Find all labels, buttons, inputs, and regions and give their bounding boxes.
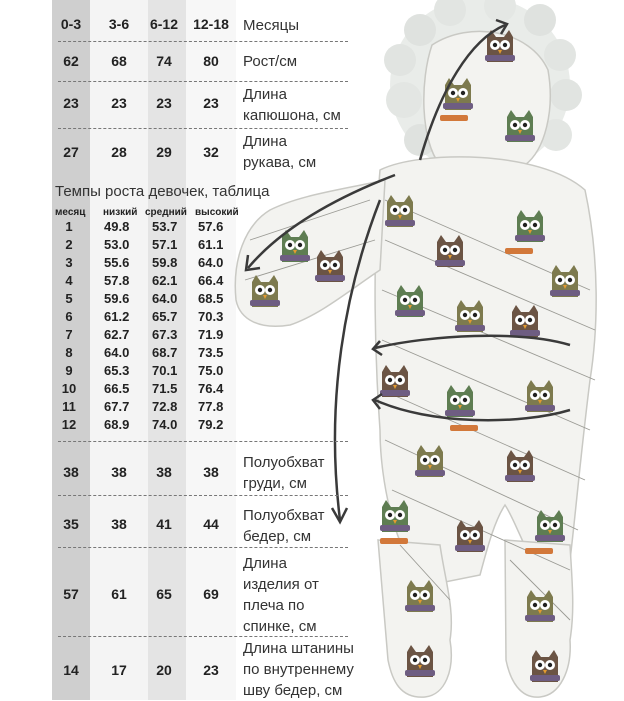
growth-month: 1 xyxy=(65,219,73,234)
size-cell: 14 xyxy=(63,662,79,678)
growth-high: 57.6 xyxy=(198,219,224,234)
size-cell: 28 xyxy=(111,144,127,160)
row-label-garment-length xyxy=(243,553,319,637)
growth-month: 3 xyxy=(65,255,73,270)
size-cell: 41 xyxy=(156,516,172,532)
growth-low: 68.9 xyxy=(104,417,130,432)
growth-month: 12 xyxy=(61,417,77,432)
size-cell: 38 xyxy=(111,516,127,532)
growth-low: 53.0 xyxy=(104,237,130,252)
growth-month: 6 xyxy=(65,309,73,324)
growth-month: 8 xyxy=(65,345,73,360)
row-divider xyxy=(58,495,348,496)
size-cell: 23 xyxy=(156,95,172,111)
growth-mid: 68.7 xyxy=(152,345,178,360)
row-divider xyxy=(58,547,348,548)
growth-month: 4 xyxy=(65,273,73,288)
growth-high: 64.0 xyxy=(198,255,224,270)
growth-low: 62.7 xyxy=(104,327,130,342)
growth-month: 9 xyxy=(65,363,73,378)
growth-header-high: высокий xyxy=(195,207,239,218)
growth-high: 71.9 xyxy=(198,327,224,342)
growth-high: 70.3 xyxy=(198,309,224,324)
row-label-line: груди, см xyxy=(243,475,307,492)
size-cell: 38 xyxy=(156,464,172,480)
header-label-months: Месяцы xyxy=(243,17,300,34)
row-divider xyxy=(58,636,348,637)
row-label-inseam xyxy=(243,638,354,701)
size-cell: 62 xyxy=(63,53,79,69)
row-divider xyxy=(58,441,348,442)
growth-low: 55.6 xyxy=(104,255,130,270)
growth-month: 2 xyxy=(65,237,73,252)
growth-header-low: низкий xyxy=(103,207,138,218)
size-cell: 65 xyxy=(156,586,172,602)
growth-high: 76.4 xyxy=(198,381,224,396)
row-divider xyxy=(58,41,348,42)
growth-mid: 62.1 xyxy=(152,273,178,288)
size-cell: 69 xyxy=(203,586,219,602)
size-cell: 38 xyxy=(203,464,219,480)
size-cell: 32 xyxy=(203,144,219,160)
size-cell: 38 xyxy=(111,464,127,480)
row-divider xyxy=(58,128,348,129)
growth-high: 77.8 xyxy=(198,399,224,414)
growth-month: 11 xyxy=(62,399,76,414)
growth-month: 10 xyxy=(61,381,77,396)
growth-month: 5 xyxy=(65,291,73,306)
row-label-line: бедер, см xyxy=(243,528,312,545)
growth-mid: 57.1 xyxy=(152,237,178,252)
size-cell: 23 xyxy=(63,95,79,111)
row-label-line: спинке, см xyxy=(243,618,317,635)
row-label-line: капюшона, см xyxy=(243,107,341,124)
growth-low: 65.3 xyxy=(104,363,130,378)
growth-low: 64.0 xyxy=(104,345,130,360)
growth-mid: 72.8 xyxy=(152,399,178,414)
size-cell: 61 xyxy=(111,586,127,602)
row-label-hood-length xyxy=(243,84,341,126)
row-label-height xyxy=(243,51,297,72)
row-label-line: Рост/см xyxy=(243,53,298,70)
row-label-line: Полуобхват xyxy=(243,454,325,471)
growth-mid: 74.0 xyxy=(152,417,178,432)
growth-header-month: месяц xyxy=(55,207,86,218)
growth-high: 68.5 xyxy=(198,291,224,306)
size-header-6-12: 6-12 xyxy=(149,16,179,32)
size-cell: 38 xyxy=(63,464,79,480)
size-cell: 20 xyxy=(156,662,172,678)
size-cell: 17 xyxy=(111,662,127,678)
growth-low: 61.2 xyxy=(104,309,130,324)
row-label-sleeve-length xyxy=(243,131,316,173)
row-label-line: Полуобхват xyxy=(243,507,325,524)
growth-low: 49.8 xyxy=(104,219,130,234)
growth-mid: 71.5 xyxy=(152,381,178,396)
size-cell: 23 xyxy=(203,662,219,678)
size-header-12-18: 12-18 xyxy=(193,16,229,32)
row-label-chest xyxy=(243,452,324,494)
growth-mid: 67.3 xyxy=(152,327,178,342)
growth-low: 67.7 xyxy=(104,399,130,414)
row-label-line: Длина xyxy=(243,133,287,150)
row-label-line: плеча по xyxy=(243,597,305,614)
row-label-line: Длина xyxy=(243,555,287,572)
growth-table-title: Темпы роста девочек, таблица xyxy=(55,183,270,200)
row-label-line: рукава, см xyxy=(243,154,317,171)
growth-mid: 65.7 xyxy=(152,309,178,324)
growth-high: 73.5 xyxy=(198,345,224,360)
growth-month: 7 xyxy=(65,327,73,342)
size-cell: 44 xyxy=(203,516,219,532)
size-header-3-6: 3-6 xyxy=(108,16,130,32)
growth-header-mid: средний xyxy=(145,207,187,218)
size-header-0-3: 0-3 xyxy=(60,16,82,32)
size-cell: 74 xyxy=(156,53,172,69)
size-cell: 23 xyxy=(203,95,219,111)
growth-high: 79.2 xyxy=(198,417,224,432)
growth-high: 61.1 xyxy=(198,237,224,252)
row-label-line: по внутреннему xyxy=(243,661,354,678)
size-cell: 57 xyxy=(63,586,79,602)
size-cell: 23 xyxy=(111,95,127,111)
size-cell: 27 xyxy=(63,144,79,160)
size-cell: 80 xyxy=(203,53,219,69)
size-cell: 68 xyxy=(111,53,127,69)
row-label-line: Длина штанины xyxy=(243,640,354,657)
row-label-line: изделия от xyxy=(243,576,319,593)
growth-low: 57.8 xyxy=(104,273,130,288)
row-label-line: Длина xyxy=(243,86,287,103)
row-label-hips xyxy=(243,505,324,547)
growth-mid: 53.7 xyxy=(152,219,178,234)
growth-mid: 59.8 xyxy=(152,255,178,270)
growth-low: 59.6 xyxy=(104,291,130,306)
growth-mid: 70.1 xyxy=(152,363,178,378)
row-label-line: шву бедер, см xyxy=(243,682,343,699)
growth-high: 75.0 xyxy=(198,363,224,378)
growth-low: 66.5 xyxy=(104,381,130,396)
growth-high: 66.4 xyxy=(198,273,224,288)
size-cell: 35 xyxy=(63,516,79,532)
row-divider xyxy=(58,81,348,82)
growth-mid: 64.0 xyxy=(152,291,178,306)
size-cell: 29 xyxy=(156,144,172,160)
